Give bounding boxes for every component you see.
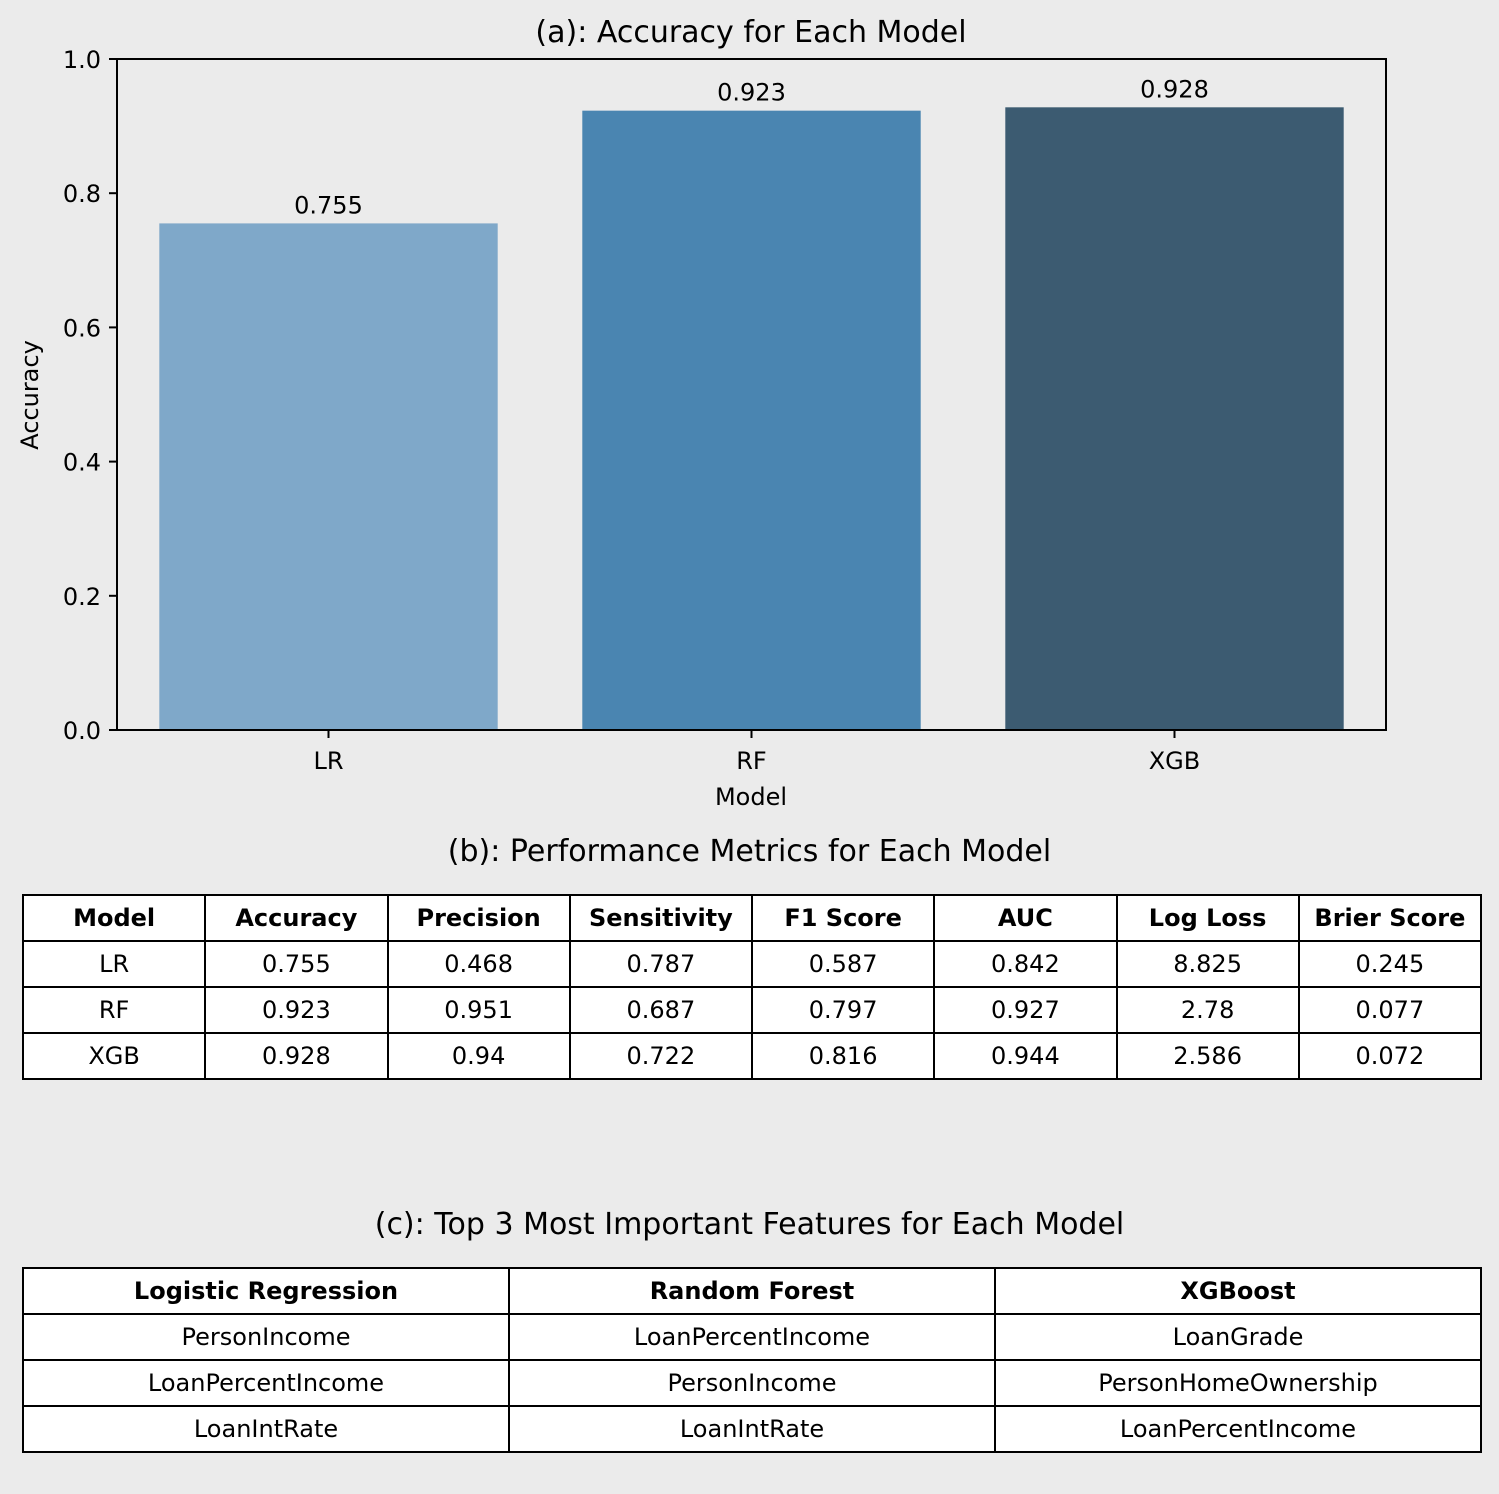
table-cell: 0.927 [934, 987, 1116, 1033]
table-cell: 0.687 [570, 987, 752, 1033]
bar-value-label: 0.755 [294, 191, 363, 220]
x-tick-label: LR [313, 747, 344, 775]
table-cell: 2.586 [1117, 1033, 1299, 1079]
table-cell: 0.797 [752, 987, 934, 1033]
bar-lr [159, 223, 497, 730]
metrics-header-cell: Brier Score [1299, 895, 1481, 941]
y-tick-label: 0.4 [62, 448, 101, 477]
table-cell: 0.587 [752, 941, 934, 987]
table-cell: 0.842 [934, 941, 1116, 987]
metrics-header-cell: F1 Score [752, 895, 934, 941]
y-tick-label: 0.8 [62, 180, 101, 209]
metrics-table [22, 894, 1482, 1080]
table-cell: LoanIntRate [509, 1406, 995, 1452]
table-cell: 0.923 [205, 987, 387, 1033]
table-row [23, 1314, 1481, 1360]
y-axis [63, 46, 117, 745]
table-cell: 0.944 [934, 1033, 1116, 1079]
features-header-cell: Logistic Regression [23, 1268, 509, 1314]
table-row [23, 1360, 1481, 1406]
metrics-header-cell: Model [23, 895, 205, 941]
table-cell: 0.468 [388, 941, 570, 987]
table-cell: 0.816 [752, 1033, 934, 1079]
y-tick-label: 0.2 [62, 582, 101, 611]
metrics-header-cell: AUC [934, 895, 1116, 941]
y-tick-label: 0.0 [62, 717, 101, 745]
table-cell: LR [23, 941, 205, 987]
bar-xgb [1005, 107, 1343, 730]
table-cell: XGB [23, 1033, 205, 1079]
x-axis-label: Model [714, 783, 788, 811]
table-cell: PersonIncome [509, 1360, 995, 1406]
table-row [23, 987, 1481, 1033]
table-cell: LoanGrade [995, 1314, 1481, 1360]
table-cell: RF [23, 987, 205, 1033]
features-table [22, 1267, 1482, 1453]
metrics-header-cell: Accuracy [205, 895, 387, 941]
features-header-cell: XGBoost [995, 1268, 1481, 1314]
table-cell: 0.928 [205, 1033, 387, 1079]
table-cell: 0.94 [388, 1033, 570, 1079]
table-cell: LoanPercentIncome [23, 1360, 509, 1406]
metrics-table-title: (b): Performance Metrics for Each Model [447, 834, 1052, 869]
table-cell: LoanPercentIncome [509, 1314, 995, 1360]
bar-value-label: 0.928 [1140, 75, 1209, 104]
table-cell: LoanIntRate [23, 1406, 509, 1452]
table-cell: PersonHomeOwnership [995, 1360, 1481, 1406]
features-table-title: (c): Top 3 Most Important Features for Each Model [374, 1207, 1125, 1242]
table-cell: LoanPercentIncome [995, 1406, 1481, 1452]
table-cell: 2.78 [1117, 987, 1299, 1033]
features-header-row [23, 1268, 1481, 1314]
table-cell: 0.245 [1299, 941, 1481, 987]
y-tick-label: 0.6 [62, 314, 101, 343]
table-cell: 8.825 [1117, 941, 1299, 987]
metrics-header-cell: Precision [388, 895, 570, 941]
table-row [23, 941, 1481, 987]
table-cell: 0.787 [570, 941, 752, 987]
y-axis-label: Accuracy [16, 340, 44, 450]
table-row [23, 1406, 1481, 1452]
table-cell: 0.755 [205, 941, 387, 987]
x-tick-label: XGB [1148, 747, 1201, 775]
bar-rf [582, 111, 920, 730]
table-cell: 0.722 [570, 1033, 752, 1079]
chart-title: (a): Accuracy for Each Model [535, 15, 967, 50]
table-cell: 0.077 [1299, 987, 1481, 1033]
metrics-header-cell: Log Loss [1117, 895, 1299, 941]
metrics-header-cell: Sensitivity [570, 895, 752, 941]
x-axis [313, 730, 1200, 775]
y-tick-label: 1.0 [62, 46, 101, 74]
metrics-header-row [23, 895, 1481, 941]
table-cell: 0.951 [388, 987, 570, 1033]
bar-value-label: 0.923 [717, 78, 786, 107]
features-header-cell: Random Forest [509, 1268, 995, 1314]
x-tick-label: RF [736, 747, 767, 775]
table-cell: PersonIncome [23, 1314, 509, 1360]
table-cell: 0.072 [1299, 1033, 1481, 1079]
table-row [23, 1033, 1481, 1079]
